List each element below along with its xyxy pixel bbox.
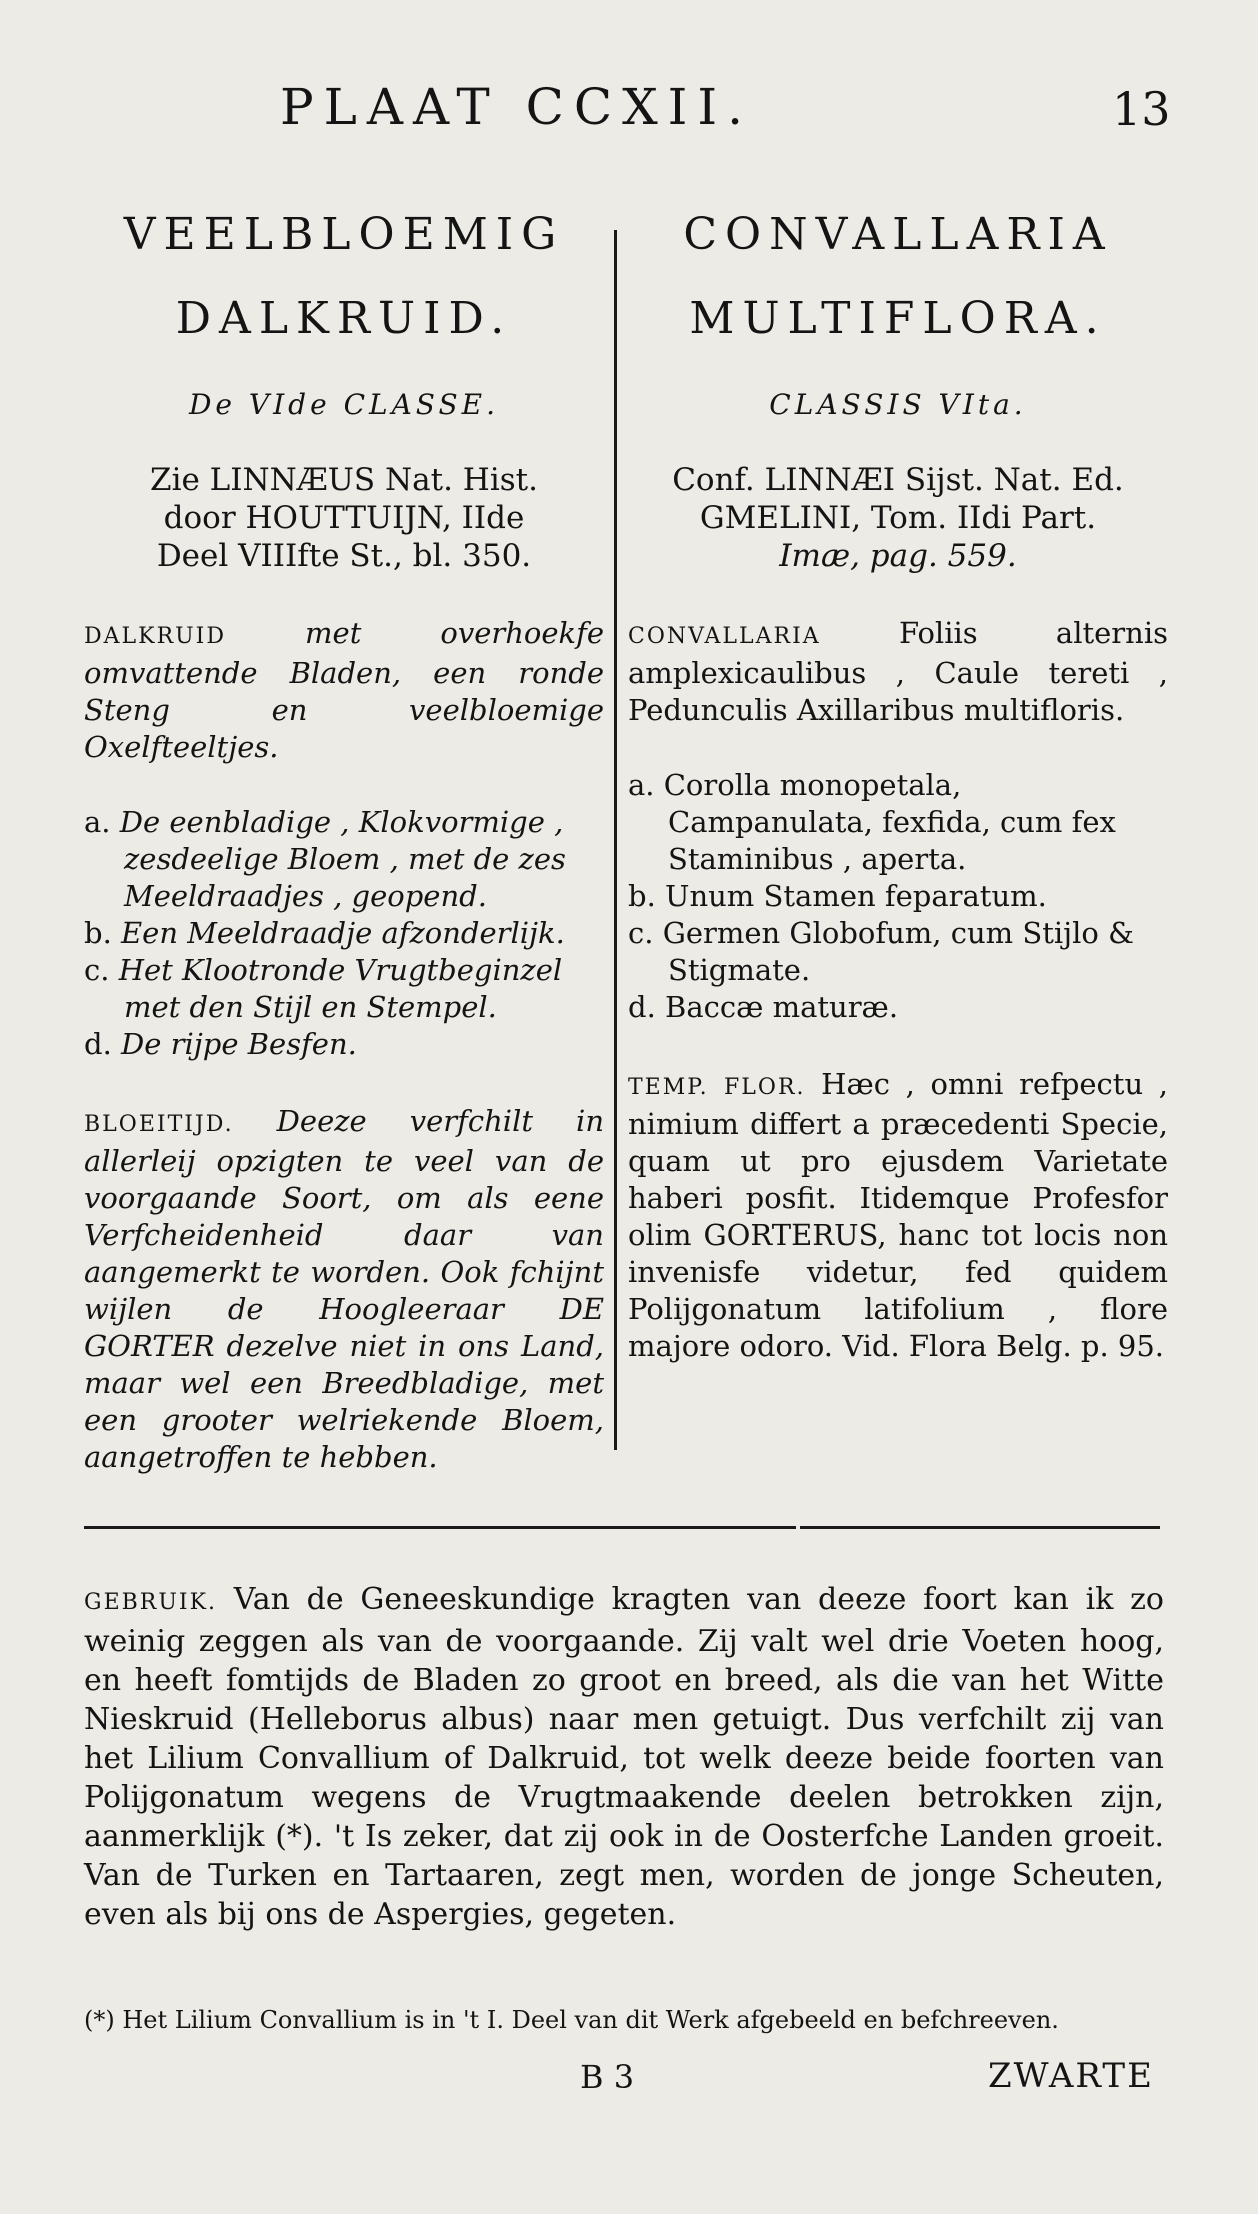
item-label: a.: [84, 805, 111, 839]
dutch-item-list: [84, 804, 604, 1063]
latin-item-d: [628, 989, 1168, 1026]
item-label: d.: [84, 1027, 112, 1061]
item-text: Het Klootronde Vrugtbeginzel met den Stijl en Stempel.: [118, 953, 563, 1024]
latin-item-list: [628, 767, 1168, 1026]
usage-text: Van de Geneeskundige kragten van deeze foort kan ik zo weinig zeggen als van de voorgaande. Zij valt wel drie Voeten hoog, en heeft fomtijds de Bladen zo groot en breed, als die van het Witte Nieskruid (Helleborus albus) naar men getuigt. Dus verfchilt zij van het Lilium Convallium of Dalkruid, tot welk deeze beide foorten van Polijgonatum wegens de Vrugtmaakende deelen betrokken zijn, aanmerklijk (*). 't Is zeker, dat zij ook in de Oosterfche Landen groeit. Van de Turken en Tartaaren, zegt men, worden de jonge Scheuten, even als bij ons de Aspergies, gegeten.: [84, 1582, 1164, 1932]
temp-flor-text: Hæc , omni refpectu , nimium differt a præcedenti Specie, quam ut pro ejusdem Varietate haberi posfit. Itidemque Profesfor olim GORTERUS, hanc tot locis non invenisfe videtur, fed quidem Polijgonatum latifolium , flore majore odoro. Vid. Flora Belg. p. 95.: [628, 1067, 1168, 1363]
signature-mark: B 3: [580, 2058, 635, 2096]
dutch-ref-line1: Zie LINNÆUS Nat. Hist.: [150, 462, 538, 498]
section-rule-left: [84, 1526, 796, 1529]
dutch-ref-line3: Deel VIIIfte St., bl. 350.: [156, 538, 532, 574]
temp-flor-head: TEMP. FLOR.: [628, 1075, 806, 1100]
item-label: d.: [628, 990, 656, 1024]
item-text: Unum Stamen feparatum.: [665, 879, 1047, 913]
latin-item-c: [628, 915, 1168, 989]
latin-item-a: [628, 767, 1168, 878]
bloeitijd-head: BLOEITIJD.: [84, 1112, 234, 1137]
item-label: b.: [628, 879, 656, 913]
dutch-bloeitijd: [84, 1103, 604, 1476]
dutch-description: [84, 615, 604, 766]
latin-description: [628, 615, 1168, 729]
latin-title-line2: MULTIFLORA.: [689, 293, 1107, 344]
item-text: Corolla monopetala, Campanulata, fexfida, cum fex Staminibus , aperta.: [663, 768, 1116, 876]
item-text: Een Meeldraadje afzonderlijk.: [121, 916, 565, 950]
item-text: Germen Globofum, cum Stijlo & Stigmate.: [662, 916, 1134, 987]
item-label: a.: [628, 768, 655, 802]
column-divider: [614, 230, 617, 1450]
latin-ref-line1: Conf. LINNÆI Sijst. Nat. Ed.: [672, 462, 1124, 498]
latin-classis: CLASSIS VIta.: [769, 388, 1027, 421]
dutch-item-b: [84, 915, 604, 952]
section-rule-right: [800, 1526, 1160, 1529]
catchword: ZWARTE: [988, 2056, 1154, 2096]
latin-item-b: [628, 878, 1168, 915]
dutch-item-a: [84, 804, 604, 915]
latin-ref-line2: GMELINI, Tom. IIdi Part.: [699, 500, 1097, 536]
usage-head: GEBRUIK.: [84, 1590, 218, 1615]
item-text: De eenbladige , Klokvormige , zesdeelige Bloem , met de zes Meeldraadjes , geopend.: [119, 805, 566, 913]
dutch-desc-head: DALKRUID: [84, 624, 227, 649]
dutch-classe: De VIde CLASSE.: [188, 388, 500, 421]
item-label: c.: [84, 953, 110, 987]
page-number: 13: [1112, 82, 1171, 136]
plate-title: PLAAT CCXII.: [280, 78, 754, 136]
item-text: De rijpe Besfen.: [121, 1027, 357, 1061]
dutch-reference: [84, 461, 604, 575]
item-text: Baccæ maturæ.: [665, 990, 899, 1024]
latin-ref-line3: Imæ, pag. 559.: [779, 538, 1017, 574]
dutch-item-d: [84, 1026, 604, 1063]
item-label: c.: [628, 916, 654, 950]
latin-column: [628, 200, 1168, 1365]
dutch-item-c: [84, 952, 604, 1026]
usage-paragraph: [84, 1580, 1164, 1934]
bloeitijd-text: Deeze verfchilt in allerleij opzigten te veel van de voorgaande Soort, om als eene Verfcheidenheid daar van aangemerkt te worden. Ook fchijnt wijlen de Hoogleeraar DE GORTER dezelve niet in ons Land, maar wel een Breedbladige, met een grooter welriekende Bloem, aangetroffen te hebben.: [84, 1104, 605, 1474]
dutch-ref-line2: door HOUTTUIJN, IIde: [163, 500, 525, 536]
dutch-title-line1: VEELBLOEMIG: [123, 209, 565, 260]
latin-title-line1: CONVALLARIA: [683, 209, 1113, 260]
dutch-desc-text: met overhoekfe omvattende Bladen, een ronde Steng en veelbloemige Oxelfteeltjes.: [84, 616, 604, 764]
dutch-title-line2: DALKRUID.: [175, 293, 513, 344]
latin-desc-head: CONVALLARIA: [628, 624, 821, 649]
item-label: b.: [84, 916, 112, 950]
latin-reference: [628, 461, 1168, 575]
footnote: (*) Het Lilium Convallium is in 't I. Deel van dit Werk afgebeeld en befchreeven.: [84, 2006, 1059, 2034]
latin-desc-text: Foliis alternis amplexicaulibus , Caule tereti , Pedunculis Axillaribus multifloris.: [628, 616, 1168, 727]
latin-temp-flor: [628, 1066, 1168, 1365]
dutch-column: [84, 200, 604, 1476]
